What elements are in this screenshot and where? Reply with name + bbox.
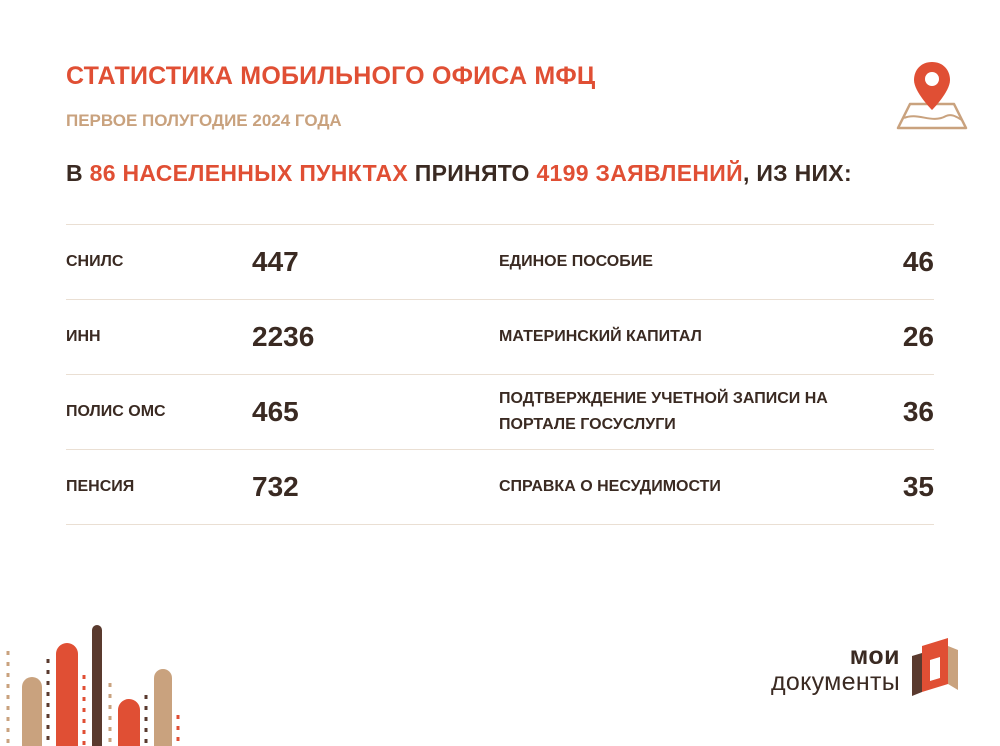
stat-value: 732: [252, 471, 299, 502]
summary-headline: [66, 160, 852, 187]
moi-dokumenty-logo: [738, 638, 960, 700]
stat-label: ПОДТВЕРЖДЕНИЕ УЧЕТНОЙ ЗАПИСИ НА ПОРТАЛЕ ГОСУСЛУГИ: [499, 390, 828, 433]
stat-label: ИНН: [66, 328, 101, 345]
headline-text: ПРИНЯТО: [408, 160, 537, 186]
stats-row: [66, 375, 934, 450]
stats-table: [66, 224, 934, 525]
stat-value: 465: [252, 396, 299, 427]
stat-label: ПЕНСИЯ: [66, 478, 135, 495]
page-subtitle: ПЕРВОЕ ПОЛУГОДИЕ 2024 ГОДА: [66, 111, 342, 130]
stat-label: ПОЛИС ОМС: [66, 403, 166, 420]
stats-row: [66, 450, 934, 525]
stat-value: 26: [902, 321, 934, 352]
stat-label: СНИЛС: [66, 253, 124, 270]
stats-row: [66, 300, 934, 375]
moi-dokumenty-logo-mark: [908, 638, 960, 700]
stat-value: 2236: [252, 321, 315, 352]
applications-count: 4199 ЗАЯВЛЕНИЙ: [536, 160, 743, 186]
stat-value: 36: [902, 396, 934, 427]
headline-text: В: [66, 160, 90, 186]
stat-value: 447: [252, 246, 299, 277]
settlements-count: 86 НАСЕЛЕННЫХ ПУНКТАХ: [89, 160, 409, 186]
stat-value: 35: [902, 471, 934, 502]
stat-label: ЕДИНОЕ ПОСОБИЕ: [499, 253, 653, 270]
map-pin-icon: [896, 58, 968, 134]
bars-decoration: [0, 615, 190, 746]
stat-label: СПРАВКА О НЕСУДИМОСТИ: [499, 478, 721, 495]
stat-value: 46: [902, 246, 934, 277]
logo-text-bottom: документы: [771, 668, 900, 696]
stat-label: МАТЕРИНСКИЙ КАПИТАЛ: [499, 328, 702, 345]
page-title: СТАТИСТИКА МОБИЛЬНОГО ОФИСА МФЦ: [66, 62, 596, 90]
stats-row: [66, 225, 934, 300]
logo-text-top: мои: [849, 642, 900, 670]
headline-text: , ИЗ НИХ:: [742, 160, 852, 186]
